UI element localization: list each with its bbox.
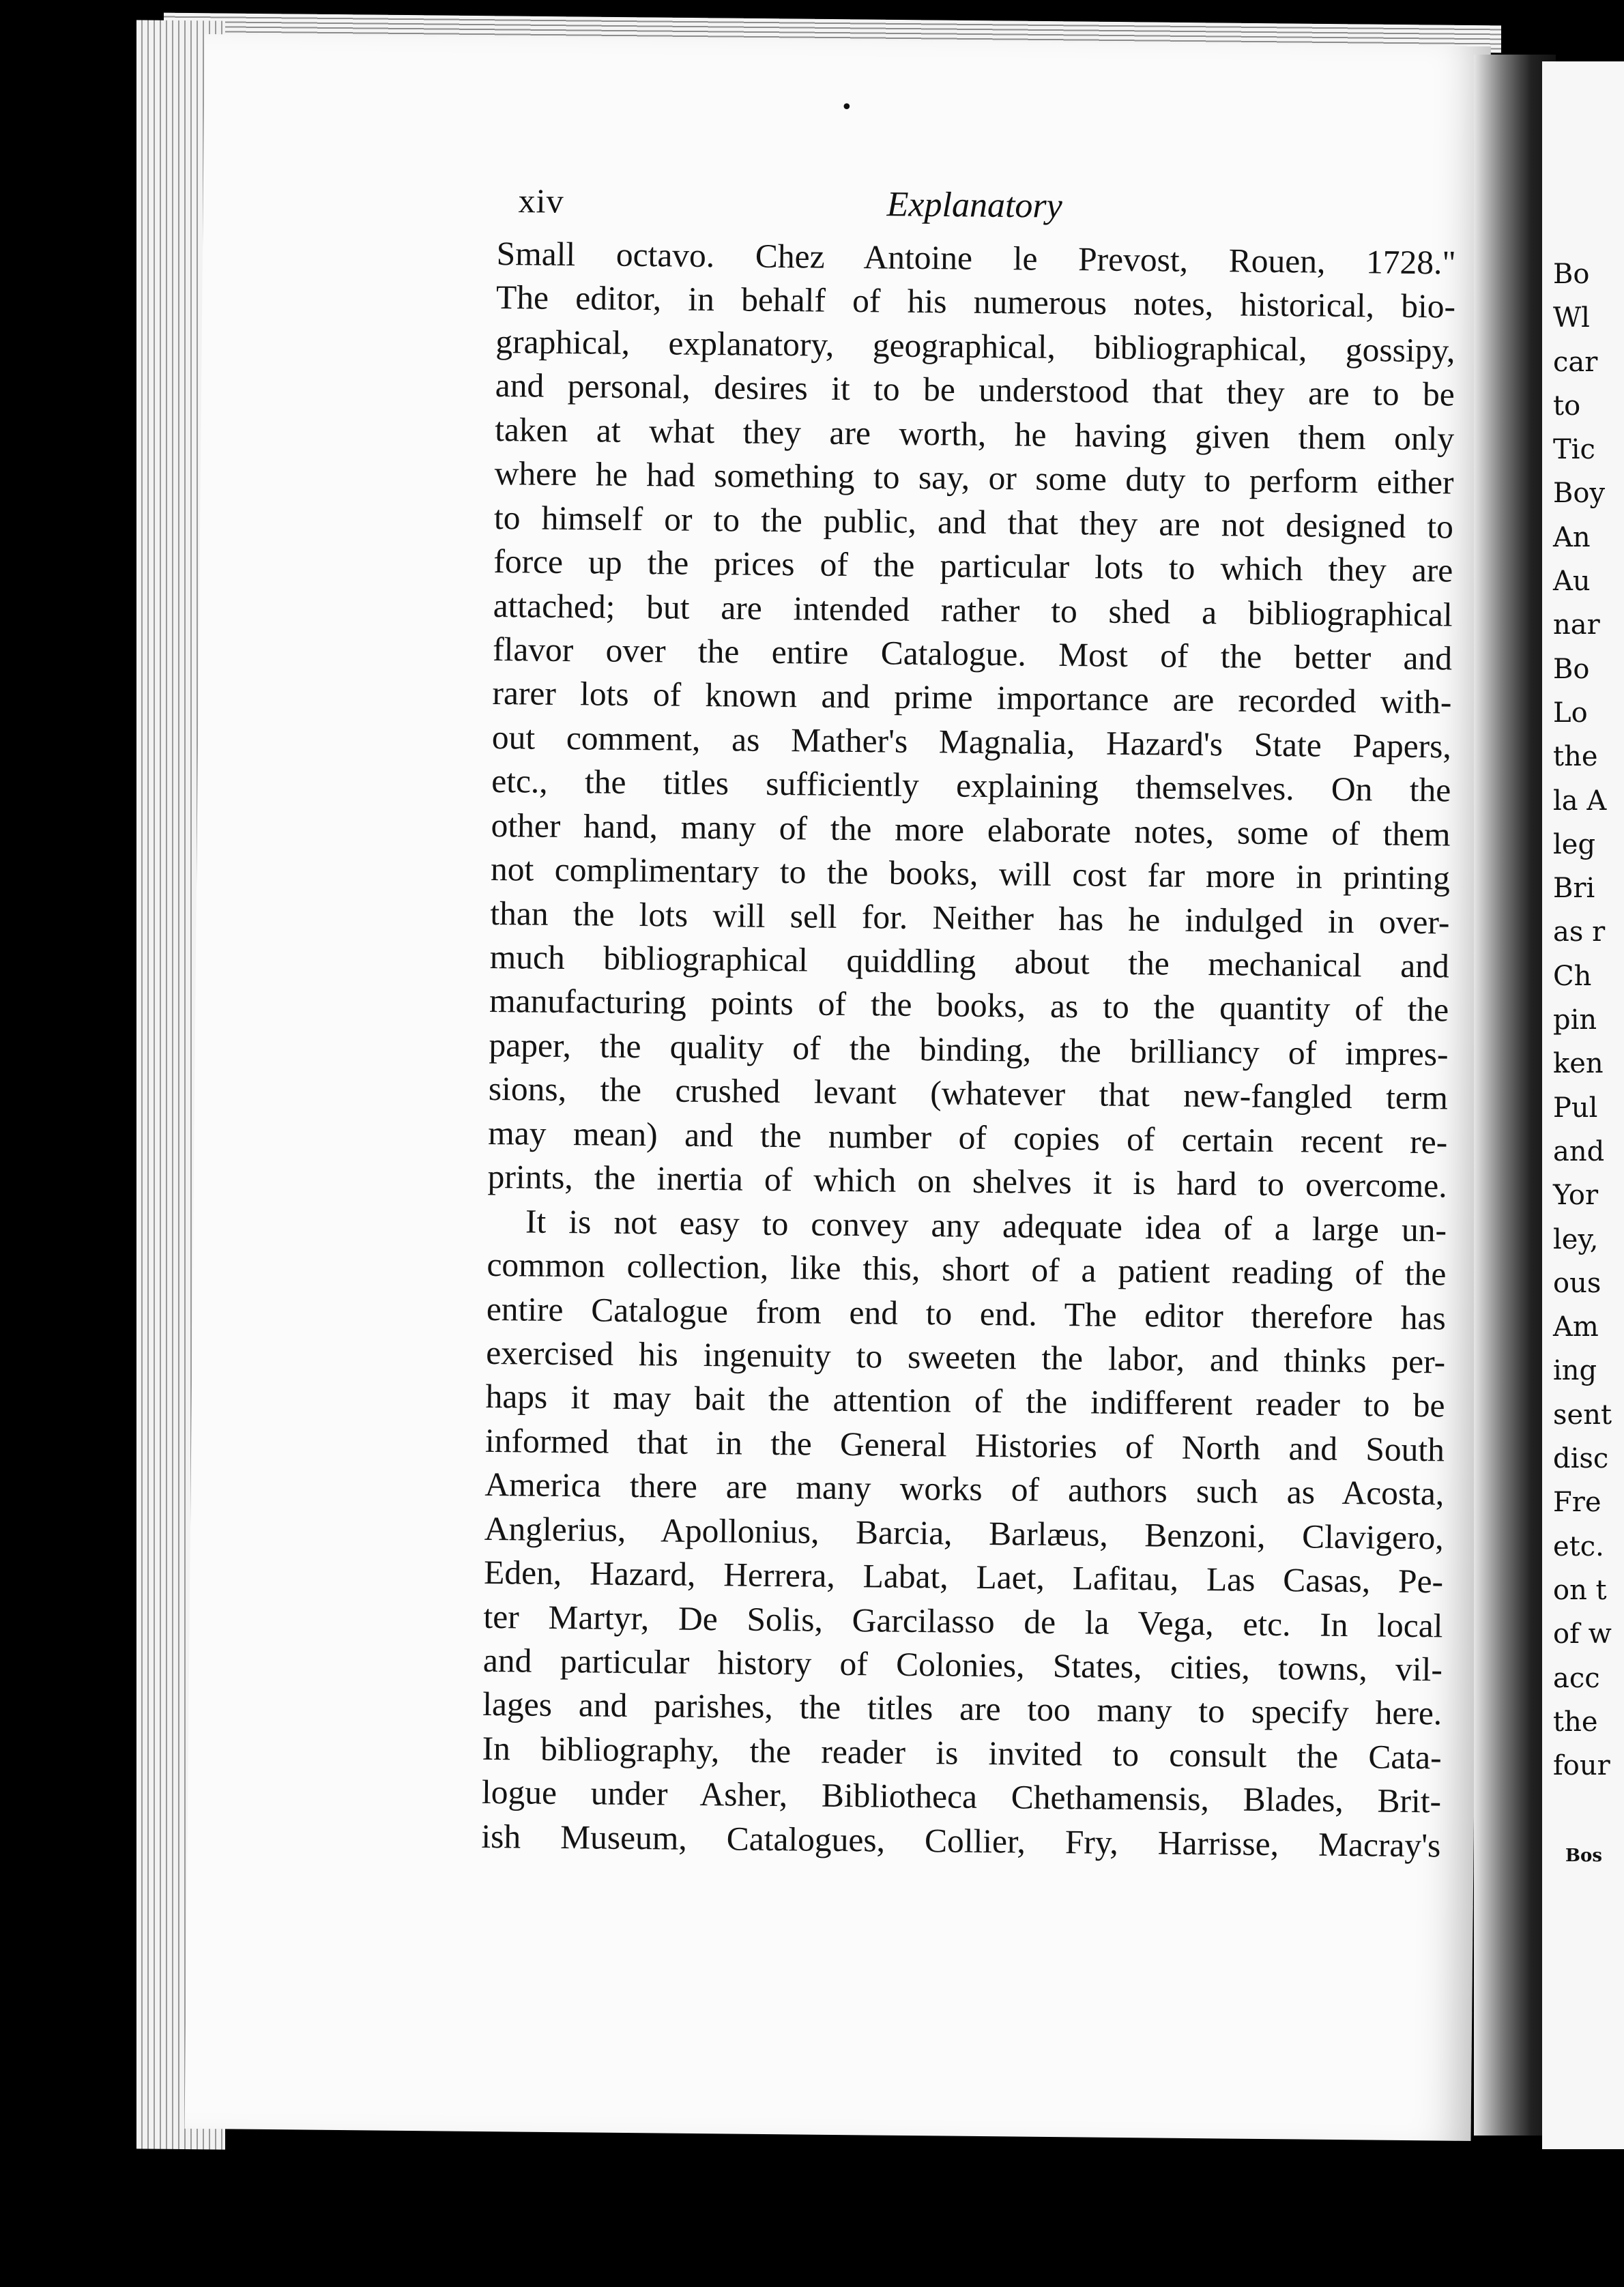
text-line: Eden, Hazard, Herrera, Labat, Laet, Lafitau, Las Casas, Pe- (483, 1554, 1444, 1601)
facing-page-fragment: Ch (1553, 960, 1592, 992)
facing-page-fragment: four (1553, 1750, 1610, 1782)
text-line: rarer lots of known and prime importance are recorded with- (492, 674, 1452, 721)
facing-page-fragment: pin (1553, 1004, 1597, 1036)
text-line: haps it may bait the attention of the indifferent reader to be (485, 1378, 1445, 1425)
facing-page-fragment: acc (1553, 1662, 1600, 1694)
facing-page-fragment: the (1553, 1706, 1598, 1738)
text-line: out comment, as Mather's Magnalia, Hazard's State Papers, (491, 718, 1452, 766)
facing-page-fragment: Am (1553, 1311, 1599, 1343)
facing-page-fragment: the (1553, 741, 1598, 773)
text-line: may mean) and the number of copies of certain recent re- (488, 1113, 1448, 1161)
facing-page-fragment: ous (1553, 1267, 1601, 1299)
text-line: much bibliographical quiddling about the mechanical and (489, 937, 1450, 985)
facing-page-footer: Bos (1565, 1846, 1602, 1866)
text-line: exercised his ingenuity to sweeten the labor, and thinks per- (485, 1333, 1446, 1381)
text-line: graphical, explanatory, geographical, bibliographical, gossipy, (495, 322, 1455, 370)
text-line: and particular history of Colonies, States, cities, towns, vil- (482, 1641, 1443, 1689)
text-line: and personal, desires it to be understood that they are to be (495, 366, 1455, 413)
text-line: ter Martyr, De Solis, Garcilasso de la Vega, etc. In local (483, 1597, 1443, 1644)
facing-page-fragment: to (1553, 390, 1581, 422)
facing-page-fragment: ing (1553, 1355, 1597, 1387)
facing-page-fragment: Wl (1553, 302, 1590, 334)
facing-page-fragment: la A (1553, 785, 1607, 817)
text-line: taken at what they are worth, he having given them only (494, 410, 1455, 458)
text-line: other hand, many of the more elaborate notes, some of them (491, 806, 1451, 854)
text-line: to himself or to the public, and that they are not designed to (493, 498, 1454, 546)
facing-page-fragment: ley, (1553, 1223, 1599, 1255)
text-line: Anglerius, Apollonius, Barcia, Barlæus, Benzoni, Clavigero, (484, 1509, 1444, 1557)
text-line: than the lots will sell for. Neither has he indulged in over- (490, 894, 1450, 942)
text-line: lages and parishes, the titles are too many to specify here. (482, 1685, 1442, 1732)
text-line: ish Museum, Catalogues, Collier, Fry, Harrisse, Macray's (481, 1817, 1441, 1865)
facing-page-fragment: Tic (1553, 434, 1595, 466)
text-line: where he had something to say, or some duty to perform either (494, 454, 1454, 501)
page-header (518, 181, 1447, 237)
facing-page-fragment: Au (1553, 566, 1591, 598)
facing-page-fragment: Yor (1553, 1180, 1599, 1212)
text-line: force up the prices of the particular lots to which they are (493, 542, 1453, 589)
facing-page-fragment: car (1553, 346, 1598, 378)
facing-page-text-fragments (1553, 252, 1614, 1788)
facing-page-fragment: etc. (1553, 1530, 1604, 1562)
text-line: In bibliography, the reader is invited to consult the Cata- (482, 1729, 1442, 1777)
text-line: etc., the titles sufficiently explaining themselves. On the (491, 762, 1451, 809)
facing-page-fragment: sent (1553, 1399, 1612, 1431)
facing-page-fragment: Bo (1553, 259, 1590, 290)
facing-page-fragment: An (1553, 521, 1591, 553)
facing-page-fragment: nar (1553, 609, 1600, 641)
running-title: Explanatory (886, 185, 1063, 226)
text-line: Small octavo. Chez Antoine le Prevost, Rouen, 1728." (496, 234, 1456, 282)
text-line: flavor over the entire Catalogue. Most of the better and (492, 630, 1453, 678)
facing-page-fragment: Pul (1553, 1092, 1598, 1124)
facing-page-fragment: Fre (1553, 1487, 1601, 1519)
text-line: prints, the inertia of which on shelves it is hard to overcome. (487, 1158, 1447, 1205)
text-line: not complimentary to the books, will cost far more in printing (490, 850, 1451, 897)
facing-page-fragment: of w (1553, 1618, 1612, 1650)
facing-page-fragment: Boy (1553, 478, 1606, 510)
page-number: xiv (518, 181, 564, 220)
facing-page-fragment: ken (1553, 1048, 1604, 1080)
text-line: America there are many works of authors such as Acosta, (484, 1466, 1445, 1513)
facing-page-fragment: on t (1553, 1574, 1607, 1606)
text-line: logue under Asher, Bibliotheca Chethamensis, Blades, Brit- (481, 1773, 1442, 1820)
facing-page-fragment: Bo (1553, 653, 1590, 685)
facing-page-fragment: Bri (1553, 873, 1595, 905)
top-mark: • (841, 96, 853, 119)
facing-page-fragment: disc (1553, 1443, 1609, 1475)
text-line: paper, the quality of the binding, the brilliancy of impres- (489, 1025, 1449, 1073)
body-text (481, 232, 1456, 1868)
facing-page-fragment: leg (1553, 828, 1596, 860)
text-line: manufacturing points of the books, as to the quantity of the (489, 982, 1449, 1029)
facing-page-fragment: as r (1553, 916, 1606, 948)
text-line: entire Catalogue from end to end. The editor therefore has (486, 1290, 1447, 1337)
text-line: sions, the crushed levant (whatever that new-fangled term (488, 1070, 1449, 1117)
text-line: It is not easy to convey any adequate idea of a large un- (525, 1202, 1447, 1249)
text-line: informed that in the General Histories of North and South (484, 1421, 1445, 1469)
facing-page-fragment: and (1553, 1135, 1605, 1167)
text-line: common collection, like this, short of a patient reading of the (487, 1245, 1447, 1293)
text-line: The editor, in behalf of his numerous notes, historical, bio- (495, 278, 1456, 325)
facing-page-fragment: Lo (1553, 697, 1588, 729)
text-line: attached; but are intended rather to shed a bibliographical (493, 586, 1453, 633)
